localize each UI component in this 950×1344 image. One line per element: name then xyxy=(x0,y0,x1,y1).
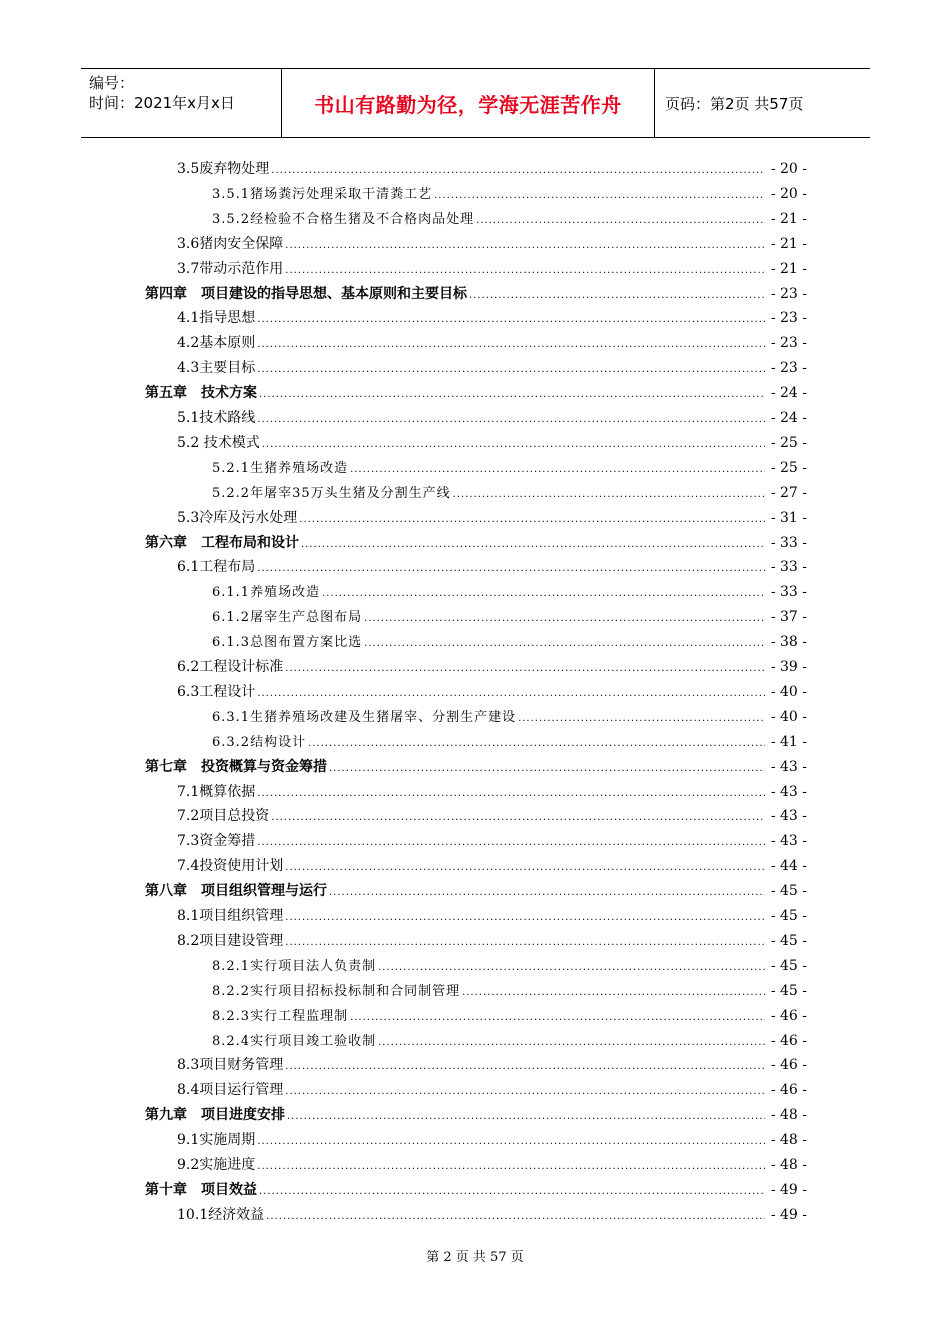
toc-leader-dots xyxy=(259,383,765,407)
toc-entry[interactable] xyxy=(0,979,950,1003)
toc-entry[interactable] xyxy=(0,1153,950,1177)
toc-entry-title: 第七章 投资概算与资金筹措 xyxy=(145,758,327,775)
toc-leader-dots xyxy=(322,582,765,606)
toc-entry-title: 6.3.2结构设计 xyxy=(212,734,307,750)
toc-entry-title: 第九章 项目进度安排 xyxy=(145,1107,285,1124)
toc-chapter-entry[interactable] xyxy=(0,879,950,903)
toc-entry-page: - 45 - xyxy=(770,982,807,999)
toc-entry-page: - 24 - xyxy=(770,410,807,426)
toc-entry[interactable] xyxy=(0,555,950,579)
toc-leader-dots xyxy=(287,1105,765,1129)
toc-entry-page: - 27 - xyxy=(770,484,807,501)
toc-entry-title: 4.1指导思想 xyxy=(177,310,256,327)
toc-entry-title: 5.1技术路线 xyxy=(177,410,256,426)
toc-entry[interactable] xyxy=(0,406,950,430)
toc-entry-page: - 46 - xyxy=(770,1032,807,1049)
toc-entry-title: 8.2.3实行工程监理制 xyxy=(212,1008,349,1024)
header-meta xyxy=(81,69,281,137)
toc-entry[interactable] xyxy=(0,954,950,978)
toc-entry-title: 6.1.3总图布置方案比选 xyxy=(212,635,363,651)
toc-entry[interactable] xyxy=(0,506,950,530)
toc-entry-page: - 43 - xyxy=(770,833,807,850)
toc-chapter-entry[interactable] xyxy=(0,381,950,405)
toc-entry-page: - 20 - xyxy=(770,161,807,177)
toc-entry-title: 第四章 项目建设的指导思想、基本原则和主要目标 xyxy=(145,285,467,302)
toc-entry[interactable] xyxy=(0,929,950,953)
toc-entry-title: 5.2 技术模式 xyxy=(177,434,260,451)
toc-leader-dots xyxy=(434,184,765,208)
toc-leader-dots xyxy=(329,881,765,905)
toc-entry[interactable] xyxy=(0,680,950,704)
toc-leader-dots xyxy=(271,806,765,830)
toc-entry-title: 第五章 技术方案 xyxy=(145,385,257,402)
toc-leader-dots xyxy=(285,856,765,880)
toc-entry[interactable] xyxy=(0,904,950,928)
toc-leader-dots xyxy=(262,433,765,457)
toc-entry-title: 第八章 项目组织管理与运行 xyxy=(145,883,327,900)
toc-leader-dots xyxy=(364,632,765,656)
toc-entry-title: 6.1工程布局 xyxy=(177,559,256,576)
toc-leader-dots xyxy=(308,732,765,756)
toc-entry-title: 第十章 项目效益 xyxy=(145,1181,257,1198)
toc-entry-title: 4.3主要目标 xyxy=(177,360,256,377)
toc-entry[interactable] xyxy=(0,854,950,878)
toc-leader-dots xyxy=(257,408,765,432)
toc-entry-page: - 48 - xyxy=(770,1132,807,1149)
toc-leader-dots xyxy=(350,1006,765,1030)
toc-entry-page: - 45 - xyxy=(770,908,807,924)
toc-entry-title: 6.3.1生猪养殖场改建及生猪屠宰、分割生产建设 xyxy=(212,709,517,725)
toc-entry-title: 3.7带动示范作用 xyxy=(177,260,284,277)
toc-entry-title: 7.2项目总投资 xyxy=(177,808,270,825)
toc-entry[interactable] xyxy=(0,331,950,355)
toc-entry-page: - 46 - xyxy=(770,1057,807,1074)
toc-entry-page: - 25 - xyxy=(770,459,807,476)
toc-entry-title: 8.2项目建设管理 xyxy=(177,932,284,949)
toc-chapter-entry[interactable] xyxy=(0,282,950,306)
toc-entry-title: 4.2基本原则 xyxy=(177,335,256,352)
toc-entry-page: - 39 - xyxy=(770,659,807,675)
document-number-label: 编号： xyxy=(89,74,135,92)
toc-entry-page: - 33 - xyxy=(770,584,807,601)
toc-entry-page: - 33 - xyxy=(770,559,807,576)
toc-entry[interactable] xyxy=(0,356,950,380)
toc-entry[interactable] xyxy=(0,804,950,828)
toc-entry[interactable] xyxy=(0,630,950,654)
toc-entry[interactable] xyxy=(0,306,950,330)
toc-entry-page: - 46 - xyxy=(770,1007,807,1024)
toc-entry-page: - 21 - xyxy=(770,235,807,252)
toc-leader-dots xyxy=(285,657,765,681)
toc-entry-title: 6.2工程设计标准 xyxy=(177,659,284,675)
toc-entry-title: 6.3工程设计 xyxy=(177,683,256,700)
toc-leader-dots xyxy=(364,607,765,631)
toc-entry-page: - 31 - xyxy=(770,509,807,526)
toc-entry[interactable] xyxy=(0,1128,950,1152)
toc-entry[interactable] xyxy=(0,456,950,480)
toc-leader-dots xyxy=(257,682,765,706)
toc-entry[interactable] xyxy=(0,1203,950,1227)
toc-entry-title: 5.2.1生猪养殖场改造 xyxy=(212,460,349,476)
toc-entry-title: 8.4项目运行管理 xyxy=(177,1082,284,1099)
toc-entry-title: 8.3项目财务管理 xyxy=(177,1057,284,1074)
toc-entry-title: 8.2.1实行项目法人负责制 xyxy=(212,958,377,974)
toc-entry-page: - 45 - xyxy=(770,932,807,949)
toc-entry-page: - 38 - xyxy=(770,634,807,651)
toc-leader-dots xyxy=(257,831,765,855)
toc-entry[interactable] xyxy=(0,780,950,804)
toc-entry-page: - 23 - xyxy=(770,310,807,327)
toc-entry-page: - 45 - xyxy=(770,957,807,974)
toc-entry-title: 3.5.1猪场粪污处理采取干清粪工艺 xyxy=(212,186,433,202)
toc-entry[interactable] xyxy=(0,481,950,505)
toc-entry-page: - 43 - xyxy=(770,808,807,825)
toc-entry-page: - 23 - xyxy=(770,285,807,302)
toc-leader-dots xyxy=(285,906,765,930)
toc-leader-dots xyxy=(257,557,765,581)
toc-entry-page: - 43 - xyxy=(770,758,807,775)
toc-entry[interactable] xyxy=(0,1078,950,1102)
document-date: 时间：2021年x月x日 xyxy=(89,94,235,112)
toc-entry-title: 第六章 工程布局和设计 xyxy=(145,534,299,551)
toc-leader-dots xyxy=(285,931,765,955)
toc-entry[interactable] xyxy=(0,1029,950,1053)
toc-entry-page: - 23 - xyxy=(770,335,807,352)
toc-entry-title: 9.1实施周期 xyxy=(177,1132,256,1149)
toc-entry-page: - 49 - xyxy=(770,1206,807,1223)
header-motto-cell xyxy=(281,69,655,137)
toc-entry-page: - 40 - xyxy=(770,683,807,700)
toc-entry-page: - 40 - xyxy=(770,708,807,725)
toc-entry-page: - 41 - xyxy=(770,733,807,750)
toc-leader-dots xyxy=(259,1180,765,1204)
toc-entry-page: - 37 - xyxy=(770,609,807,626)
toc-entry[interactable] xyxy=(0,705,950,729)
toc-leader-dots xyxy=(469,284,765,308)
toc-leader-dots xyxy=(285,1080,765,1104)
toc-entry[interactable] xyxy=(0,232,950,256)
toc-chapter-entry[interactable] xyxy=(0,1178,950,1202)
toc-entry-title: 7.4投资使用计划 xyxy=(177,858,284,875)
toc-entry-page: - 24 - xyxy=(770,385,807,402)
toc-entry-title: 3.5废弃物处理 xyxy=(177,161,270,177)
toc-entry-page: - 44 - xyxy=(770,858,807,875)
toc-leader-dots xyxy=(301,533,765,557)
toc-entry-page: - 21 - xyxy=(770,210,807,227)
toc-entry-page: - 45 - xyxy=(770,883,807,900)
toc-entry-title: 7.1概算依据 xyxy=(177,783,256,800)
toc-leader-dots xyxy=(257,1155,765,1179)
toc-leader-dots xyxy=(266,1205,765,1229)
toc-entry-page: - 23 - xyxy=(770,360,807,377)
toc-entry[interactable] xyxy=(0,431,950,455)
toc-entry-title: 5.3冷库及污水处理 xyxy=(177,509,298,526)
toc-entry-page: - 43 - xyxy=(770,783,807,800)
toc-entry[interactable] xyxy=(0,655,950,679)
header-page-info: 页码：第2页 共57页 xyxy=(665,94,804,113)
toc-entry-title: 8.1项目组织管理 xyxy=(177,908,284,924)
toc-leader-dots xyxy=(476,209,765,233)
toc-leader-dots xyxy=(299,508,765,532)
toc-leader-dots xyxy=(257,782,765,806)
header-motto: 书山有路勤为径，学海无涯苦作舟 xyxy=(314,92,622,117)
toc-leader-dots xyxy=(462,981,765,1005)
toc-entry-title: 6.1.2屠宰生产总图布局 xyxy=(212,610,363,626)
toc-entry-page: - 46 - xyxy=(770,1082,807,1099)
toc-chapter-entry[interactable] xyxy=(0,755,950,779)
toc-entry-title: 3.6猪肉安全保障 xyxy=(177,235,284,252)
toc-chapter-entry[interactable] xyxy=(0,1103,950,1127)
toc-leader-dots xyxy=(453,483,765,507)
toc-chapter-entry[interactable] xyxy=(0,531,950,555)
toc-entry-title: 8.2.4实行项目竣工验收制 xyxy=(212,1033,377,1049)
toc-leader-dots xyxy=(257,1130,765,1154)
page-footer: 第 2 页 共 57 页 xyxy=(426,1250,524,1265)
toc-entry-page: - 48 - xyxy=(770,1157,807,1173)
toc-entry[interactable] xyxy=(0,730,950,754)
toc-entry-page: - 49 - xyxy=(770,1181,807,1198)
toc-entry-title: 5.2.2年屠宰35万头生猪及分割生产线 xyxy=(212,485,451,501)
toc-leader-dots xyxy=(285,1055,765,1079)
toc-leader-dots xyxy=(271,159,765,183)
toc-entry[interactable] xyxy=(0,157,950,181)
toc-entry[interactable] xyxy=(0,829,950,853)
toc-leader-dots xyxy=(350,458,765,482)
toc-entry-page: - 48 - xyxy=(770,1107,807,1124)
toc-leader-dots xyxy=(329,757,765,781)
toc-leader-dots xyxy=(285,259,765,283)
toc-leader-dots xyxy=(518,707,765,731)
toc-entry[interactable] xyxy=(0,1004,950,1028)
toc-entry-page: - 25 - xyxy=(770,434,807,451)
toc-entry-page: - 21 - xyxy=(770,260,807,277)
toc-entry-title: 9.2实施进度 xyxy=(177,1157,256,1173)
toc-entry[interactable] xyxy=(0,580,950,604)
toc-entry[interactable] xyxy=(0,207,950,231)
toc-entry[interactable] xyxy=(0,182,950,206)
toc-entry-title: 6.1.1养殖场改造 xyxy=(212,585,321,601)
toc-entry[interactable] xyxy=(0,257,950,281)
toc-entry-page: - 33 - xyxy=(770,534,807,551)
toc-entry-title: 8.2.2实行项目招标投标制和合同制管理 xyxy=(212,983,461,999)
toc-leader-dots xyxy=(378,956,765,980)
toc-leader-dots xyxy=(285,234,765,258)
toc-leader-dots xyxy=(257,358,765,382)
toc-leader-dots xyxy=(378,1031,765,1055)
toc-entry-title: 3.5.2经检验不合格生猪及不合格肉品处理 xyxy=(212,211,475,227)
toc-entry[interactable] xyxy=(0,605,950,629)
toc-entry-page: - 20 - xyxy=(770,185,807,202)
toc-entry[interactable] xyxy=(0,1053,950,1077)
toc-leader-dots xyxy=(257,308,765,332)
toc-entry-title: 10.1经济效益 xyxy=(177,1206,265,1223)
toc-leader-dots xyxy=(257,333,765,357)
document-header xyxy=(81,68,870,138)
toc-entry-title: 7.3资金筹措 xyxy=(177,833,256,850)
